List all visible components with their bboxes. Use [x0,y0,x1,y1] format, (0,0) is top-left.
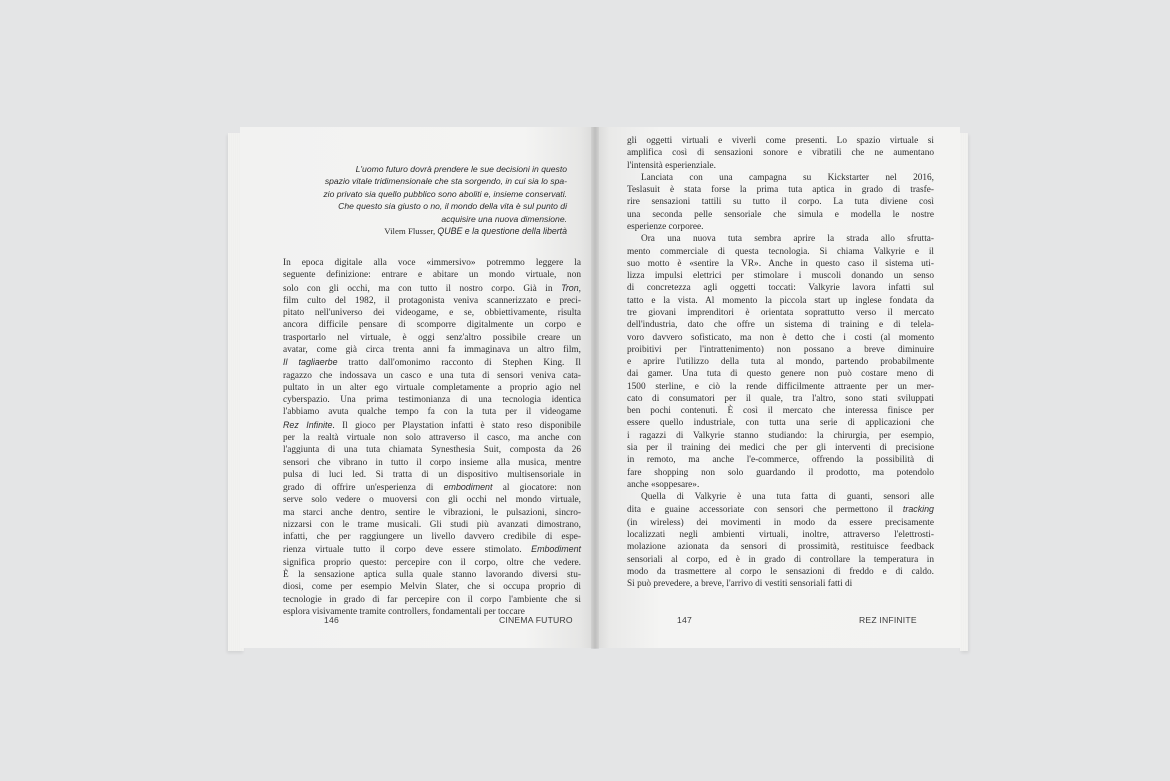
text-line: una seconda pelle sensoriale che simula e modella le nostre [627,209,934,220]
text-line: Lanciata con una campagna su Kickstarter nel 2016, [641,172,934,183]
epigraph-line: spazio vitale tridimensionale che sta sorgendo, in cui sia lo spa- [324,176,567,187]
left-body-text [283,257,581,618]
text-line: proibitivi per l'intrattenimento) non possano a breve diminuire [627,344,934,355]
italic-term: Il tagliaerbe [283,357,338,368]
text-line: avatar, come già circa trenta anni fa immaginava un altro film, [283,344,581,355]
text-line: sensoriali al corpo, ed è in grado di controllare la temperatura in [627,554,934,565]
italic-term: embodiment [443,482,493,493]
right-body-text [627,135,934,590]
text-line: sia per il training dei medici che per gli interventi di precisione [627,443,934,454]
text-line: film culto del 1982, il protagonista veniva scannerizzato e preci- [283,295,581,306]
text-line: trasportarlo nel virtuale, è oggi senz'altro possibile creare un [283,332,581,343]
text-line: esperienze corporee. [627,221,704,232]
text-line: Rez Infinite. Il gioco per Playstation infatti è stato reso disponibile [283,419,581,431]
text-line: ma starci anche dentro, sentire le vibrazioni, le pulsazioni, sincro- [283,507,581,518]
text-line: mento commerciale di questa tecnologia. Si chiama Valkyrie e il [627,246,934,257]
epigraph [277,163,567,237]
book-gutter [591,127,599,649]
italic-term: Tron [561,282,579,293]
page-number: 147 [677,615,692,625]
text-line: pultato in un alter ego virtuale completamente a proprio agio nel [283,382,581,393]
text-line: esplora visivamente tramite controllers, fondamentali per toccare [283,606,525,617]
text-line: l'abbiamo avuta qualche tempo fa con la tuta per il videogame [283,407,581,418]
left-page [240,127,595,648]
text-line: tatto e la vista. Al momento la piccola start up inglese fondata da [627,295,934,306]
text-line: solo con gli occhi, ma con tutto il nostro corpo. Già in Tron, [283,282,581,294]
text-line: tecnologie in grado di far percepire con il corpo l'ambiente che si [283,594,581,605]
right-page [595,127,960,648]
text-line: tre giovani imprenditori è orientata soprattutto verso il mercato [627,307,934,318]
open-book [228,127,968,652]
text-line: grado di offrire un'esperienza di embodiment al giocatore: non [283,482,581,494]
text-line: in remoto, ma anche l'e-commerce, offrendo la possibilità di [627,455,934,466]
running-head: REZ INFINITE [859,615,917,625]
epigraph-line: Che questo sia giusto o no, il mondo della vita è sul punto di [338,201,567,212]
text-line: cyberspazio. Una prima testimonianza di una tecnologia identica [283,395,581,406]
running-head: CINEMA FUTURO [499,615,573,625]
epigraph-line: L'uomo futuro dovrà prendere le sue decisioni in questo [355,164,567,174]
epigraph-attribution [277,225,567,237]
text-line: diosi, come per esempio Melvin Slater, che si occupa proprio di [283,582,581,593]
text-line: Teslasuit è stata forse la prima tuta aptica in grado di trasfe- [627,185,934,196]
text-line: È la sensazione aptica sulla quale stanno lavorando diversi stu- [283,570,581,581]
text-line: Ora una nuova tuta sembra aprire la strada allo sfrutta- [641,234,934,245]
text-line: per la realtà virtuale non solo attraverso il casco, ma anche con [283,432,581,443]
attribution-source: QUBE e la questione della libertà [437,226,567,237]
text-line: sensori che vibrano in tutto il corpo insieme alla musica, mentre [283,457,581,468]
text-line: pulsa di luci led. Si tratta di un dispositivo multisensoriale in [283,469,581,480]
text-line: localizzati negli ambienti virtuali, inoltre, attraverso l'elettrosti- [627,530,934,540]
text-line: In epoca digitale alla voce «immersivo» potremmo leggere la [283,258,581,268]
epigraph-line: acquisire una nuova dimensione. [441,213,567,224]
text-line: anche «soppesare». [627,479,700,490]
text-line: dai gamer. Una tuta di questo genere non può costare meno di [627,369,934,380]
text-line: i ragazzi di Valkyrie stanno studiando: la chirurgia, per esempio, [627,430,934,441]
italic-term: tracking [902,504,934,515]
text-line: gli oggetti virtuali e viverli come presenti. Lo spazio virtuale si [627,136,934,146]
text-line: ancora difficile pensare di scomporre digitalmente un corpo e [283,320,581,331]
text-line: significa proprio questo: percepire con il corpo, oltre che vedere. [283,557,581,568]
italic-term: Rez Infinite [283,419,333,430]
page-block-edge-right [960,133,968,651]
text-line: di concretezza agli oggetti toccati: Valkyrie lavora infatti sul [627,283,934,294]
italic-term: Embodiment [531,544,581,555]
text-line: nizzarsi con le trame musicali. Gli studi più avanzati dimostrano, [283,519,581,530]
text-line: voro davvero sofisticato, ma non è detto che i costi (al momento [627,332,934,343]
text-line: rire sensazioni tattili su tutto il corpo. La tuta diviene così [627,197,934,208]
text-line: infatti, che per raggiungere un livello davvero credibile di espe- [283,532,581,543]
text-line: Si può prevedere, a breve, l'arrivo di vestiti sensoriali fatti di [627,579,853,590]
text-line: (in wireless) dei movimenti in modo da essere precisamente [627,517,934,528]
text-line: amplifica così di sensazioni sonore e vibratili che ne aumentano [627,148,934,159]
text-line: rienza virtuale tutto il corpo deve essere stimolato. Embodiment [283,544,581,556]
text-line: fare shopping non solo guardando il prodotto, ma potendolo [627,467,934,478]
text-line: ben pochi contenuti. È così il mercato che interessa finisce per [627,406,934,417]
text-line: essere quello industriale, con tutta una serie di applicazioni che [627,418,934,429]
text-line: seguente definizione: entrare e abitare un mondo virtuale, non [283,270,581,281]
epigraph-line: zio privato sia quello pubblico sono aboliti e, insieme conservati. [323,188,567,199]
text-line: lizza impulsi elettrici per stimolare i muscoli donando un senso [627,271,934,282]
text-line: dita e guaine accessoriate con sensori che permettono il tracking [627,504,934,516]
attribution-author: Vilem Flusser, [384,226,436,237]
text-line: e aprire l'utilizzo della tuta al mondo, partendo probabilmente [627,357,934,368]
text-line: serve solo vedere o muoversi con gli occhi nel mondo virtuale, [283,495,581,506]
text-line: Quella di Valkyrie è una tuta fatta di guanti, sensori alle [641,492,934,503]
text-line: 1500 sterline, e ciò la rende difficilmente attraente per un mer- [627,381,934,392]
text-line: ragazzo che indossava un casco e una tuta di sensori veniva cata- [283,370,581,381]
text-line: Il tagliaerbe tratto dall'omonimo racconto di Stephen King. Il [283,357,581,369]
text-line: dell'industria, dato che offre un sistema di training e di telela- [627,320,934,331]
text-line: l'intensità esperienziale. [627,160,716,171]
text-line: suo motto è «sentire la VR». Anche in questo caso il sistema uti- [627,258,934,269]
text-line: cato di consumatori per il quale, tra l'altro, sono stati sviluppati [627,393,934,404]
page-number: 146 [324,615,339,625]
text-line: l'aggiunta di una tuta chiamata Synesthesia Suit, composta da 26 [283,445,581,456]
text-line: modo da trasmettere al corpo le sensazioni di freddo e di caldo. [627,566,934,577]
text-line: pitato nell'universo dei videogame, e se, obbiettivamente, risulta [283,308,581,319]
text-line: molazione azionata da sensori di prossimità, restituisce feedback [627,542,934,553]
